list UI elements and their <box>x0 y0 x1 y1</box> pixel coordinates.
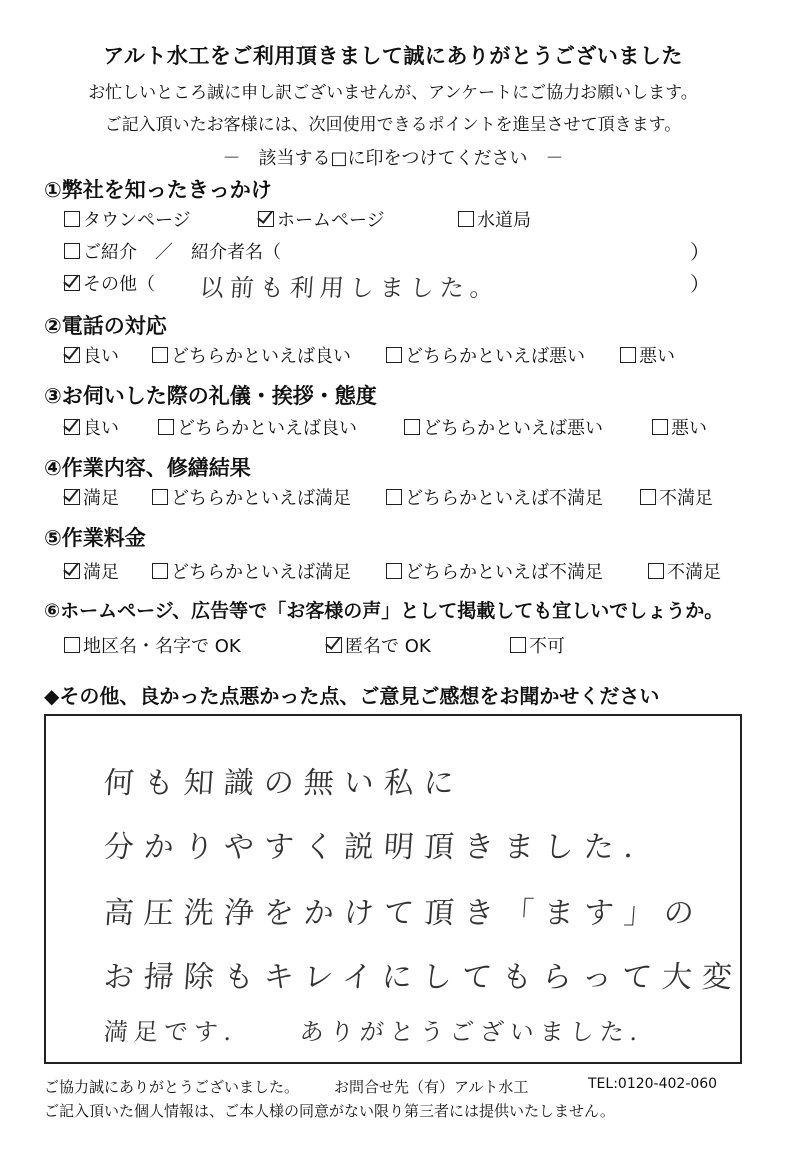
comment-line: お掃除もキレイにしてもらって大変 <box>102 960 744 995</box>
comment-line: 満足です. <box>102 1018 239 1046</box>
q4-option-unsatisfied[interactable]: 不満足 <box>640 484 713 510</box>
q1-option-suidokyoku[interactable]: 水道局 <box>458 206 531 232</box>
checkbox-checked[interactable] <box>64 489 80 505</box>
q1-option-other[interactable]: その他（ <box>64 270 155 296</box>
comment-line: 何も知識の無い私に <box>102 766 465 801</box>
q6-option-area-name-ok[interactable]: 地区名・名字で OK <box>64 632 241 658</box>
q2-option-somewhat-good[interactable]: どちらかといえば良い <box>152 342 351 368</box>
q3-option-good[interactable]: 良い <box>64 414 119 440</box>
checkbox-checked[interactable] <box>64 275 80 291</box>
q4-option-satisfied[interactable]: 満足 <box>64 484 119 510</box>
q5-option-unsatisfied[interactable]: 不満足 <box>648 558 721 584</box>
checkbox[interactable] <box>152 563 168 579</box>
q1-title: ①弊社を知ったきっかけ <box>44 178 272 202</box>
other-answer-handwritten: 以前も利用しました。 <box>198 274 501 302</box>
q2-option-good[interactable]: 良い <box>64 342 119 368</box>
footer-thanks: ご協力誠にありがとうございました。 <box>44 1078 300 1096</box>
q6-title: ⑥ホームページ、広告等で「お客様の声」として掲載しても宜しいでしょうか。 <box>44 600 724 622</box>
checkbox[interactable] <box>152 347 168 363</box>
q1-option-homepage[interactable]: ホームページ <box>258 206 385 232</box>
q6-option-not-allowed[interactable]: 不可 <box>510 632 565 658</box>
q6-option-anonymous-ok[interactable]: 匿名で OK <box>326 632 431 658</box>
checkbox-checked[interactable] <box>258 211 274 227</box>
checkbox[interactable] <box>404 419 420 435</box>
checkbox[interactable] <box>620 347 636 363</box>
comment-heading: ◆その他、良かった点悪かった点、ご意見ご感想をお聞かせください <box>44 684 660 708</box>
other-paren-close: ） <box>690 272 710 296</box>
comment-line: 分かりやすく説明頂きました. <box>102 830 645 865</box>
checkbox-checked[interactable] <box>64 419 80 435</box>
q3-option-somewhat-good[interactable]: どちらかといえば良い <box>158 414 357 440</box>
footer-privacy: ご記入頂いた個人情報は、ご本人様の同意がない限り第三者には提供いたしません。 <box>44 1102 615 1120</box>
q4-option-somewhat-satisfied[interactable]: どちらかといえば満足 <box>152 484 351 510</box>
q3-title: ③お伺いした際の礼儀・挨拶・態度 <box>44 384 377 408</box>
checkbox-checked[interactable] <box>326 637 342 653</box>
referral-paren-close: ） <box>690 240 710 264</box>
footer-contact: お問合せ先（有）アルト水工 <box>334 1078 529 1096</box>
checkbox[interactable] <box>640 489 656 505</box>
footer-tel: TEL:0120-402-060 <box>588 1076 718 1092</box>
checkbox-checked[interactable] <box>64 563 80 579</box>
instruction: － 該当する□に印をつけてください － <box>222 148 564 169</box>
checkbox[interactable] <box>386 489 402 505</box>
q3-option-somewhat-bad[interactable]: どちらかといえば悪い <box>404 414 603 440</box>
intro-title: アルト水工をご利用頂きまして誠にありがとうございました <box>103 44 683 68</box>
checkbox[interactable] <box>648 563 664 579</box>
q2-option-bad[interactable]: 悪い <box>620 342 675 368</box>
q1-option-referral[interactable]: ご紹介 ／ 紹介者名（ <box>64 238 281 264</box>
checkbox[interactable] <box>652 419 668 435</box>
checkbox[interactable] <box>64 211 80 227</box>
q4-title: ④作業内容、修繕結果 <box>44 456 251 480</box>
q2-option-somewhat-bad[interactable]: どちらかといえば悪い <box>386 342 585 368</box>
q1-option-townpage[interactable]: タウンページ <box>64 206 191 232</box>
intro-line-2: ご記入頂いたお客様には、次回使用できるポイントを進呈させて頂きます。 <box>104 115 682 135</box>
comment-line: ありがとうございました. <box>298 1018 645 1046</box>
checkbox[interactable] <box>510 637 526 653</box>
checkbox[interactable] <box>386 347 402 363</box>
q5-option-satisfied[interactable]: 満足 <box>64 558 119 584</box>
checkbox[interactable] <box>64 243 80 259</box>
q2-title: ②電話の対応 <box>44 314 167 338</box>
intro-line-1: お忙しいところ誠に申し訳ございませんが、アンケートにご協力お願いします。 <box>88 83 698 103</box>
checkbox[interactable] <box>158 419 174 435</box>
q4-option-somewhat-unsatisfied[interactable]: どちらかといえば不満足 <box>386 484 603 510</box>
checkbox[interactable] <box>386 563 402 579</box>
comment-line: 高圧洗浄をかけて頂き「ます」の <box>102 896 705 931</box>
checkbox-checked[interactable] <box>64 347 80 363</box>
checkbox[interactable] <box>152 489 168 505</box>
q3-option-bad[interactable]: 悪い <box>652 414 707 440</box>
q5-title: ⑤作業料金 <box>44 526 146 550</box>
q5-option-somewhat-satisfied[interactable]: どちらかといえば満足 <box>152 558 351 584</box>
checkbox[interactable] <box>458 211 474 227</box>
q5-option-somewhat-unsatisfied[interactable]: どちらかといえば不満足 <box>386 558 603 584</box>
checkbox[interactable] <box>64 637 80 653</box>
